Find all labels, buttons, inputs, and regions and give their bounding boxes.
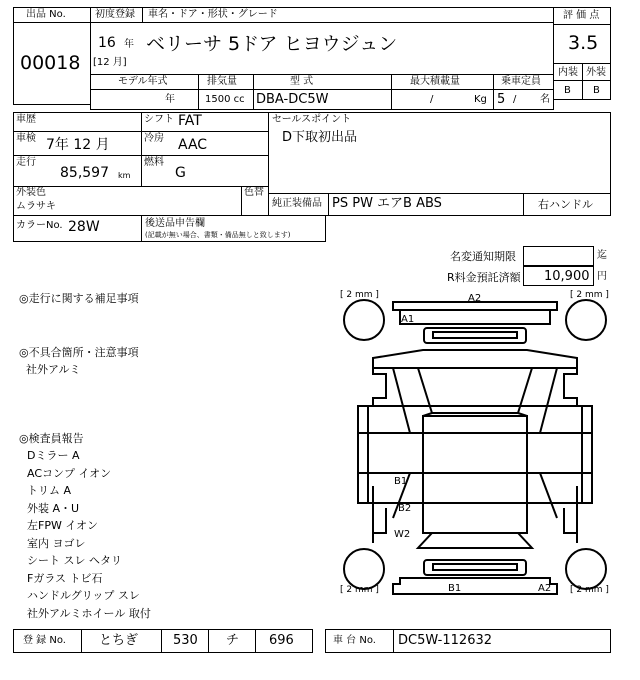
interior-label: 内装	[558, 67, 578, 78]
mileage: 85,597	[60, 165, 109, 181]
ext-color-label: 外装色	[16, 187, 46, 198]
car-name-label: 車名・ドア・形状・グレード	[148, 9, 278, 20]
fuel: G	[175, 165, 186, 181]
steering: 右ハンドル	[538, 198, 593, 211]
inspector-item: 左FPW イオン	[27, 519, 99, 532]
plate-kana: チ	[226, 633, 240, 648]
score: 3.5	[568, 32, 599, 54]
grille	[424, 328, 526, 343]
mark-b2: B2	[398, 503, 412, 514]
repaint-label: 色替	[244, 187, 264, 198]
recycle-unit: 円	[597, 271, 607, 282]
color-no: 28W	[68, 219, 100, 235]
model-year-label: モデル年式	[118, 76, 168, 87]
mileage-unit: km	[118, 171, 131, 180]
inspection: 7年 12 月	[46, 137, 110, 153]
front-right-fender	[564, 358, 577, 406]
score-label: 評 価 点	[563, 10, 600, 21]
body-outline	[358, 406, 592, 503]
displacement-label: 排気量	[207, 76, 237, 87]
chassis-label: 車 台 No.	[333, 635, 376, 646]
inspector-title: ◎検査員報告	[19, 432, 84, 445]
inspector-item: トリム A	[27, 484, 72, 497]
sales-point: D下取初出品	[282, 130, 358, 145]
max-load-label: 最大積載量	[410, 76, 460, 87]
rear-window	[418, 533, 532, 548]
inspector-item: ACコンプ イオン	[27, 466, 112, 480]
plate-region: とちぎ	[99, 633, 139, 648]
mileage-label: 走行	[16, 157, 36, 168]
wheel-fl	[344, 300, 384, 340]
front-left-fender	[373, 358, 386, 406]
inspector-item: Fガラス トビ石	[27, 571, 103, 585]
name-change-unit: 迄	[597, 250, 607, 261]
capacity-slash: /	[513, 94, 517, 105]
mark-a1-front: A1	[401, 314, 415, 325]
rear-left-fender	[373, 486, 386, 543]
model-year-unit: 年	[165, 94, 175, 105]
shift-label: シフト	[144, 114, 174, 125]
capacity: 5	[497, 92, 506, 107]
interior-grade: B	[564, 85, 571, 96]
first-reg-year-unit: 年	[124, 39, 134, 50]
chassis-no: DC5W-112632	[398, 633, 493, 648]
fuel-label: 燃料	[144, 157, 164, 168]
mark-a2-front: A2	[468, 293, 482, 304]
exterior-grade: B	[593, 85, 600, 96]
rear-bumper	[393, 578, 557, 594]
tire-depth-fr: [ 2 mm ]	[570, 290, 609, 300]
mark-a2-rear: A2	[538, 583, 552, 594]
max-load-slash: /	[430, 94, 434, 105]
max-load-unit: Kg	[474, 94, 487, 105]
ac: AAC	[178, 137, 208, 153]
ext-color: ムラサキ	[16, 201, 56, 212]
rear-right-fender	[564, 486, 577, 543]
inspector-item: 社外アルミホイール 取付	[27, 606, 151, 620]
tire-depth-rr: [ 2 mm ]	[570, 585, 609, 595]
inspector-item: Dミラー A	[27, 449, 80, 462]
history-label: 車歴	[16, 114, 36, 125]
defects-title: ◎不具合箇所・注意事項	[19, 346, 139, 359]
lot-no: 00018	[20, 52, 81, 74]
sales-point-label: セールスポイント	[272, 114, 352, 125]
inspector-item: 室内 ヨゴレ	[27, 536, 86, 550]
inspector-list	[27, 447, 151, 622]
exterior-label: 外装	[586, 67, 606, 78]
registration-label: 登 録 No.	[23, 635, 66, 646]
capacity-unit: 名	[540, 94, 550, 105]
name-change-label: 名変通知期限	[450, 250, 516, 263]
name-change-value	[523, 246, 594, 266]
model-type: DBA-DC5W	[256, 92, 329, 107]
defects-item: 社外アルミ	[26, 363, 81, 376]
front-bumper	[393, 302, 557, 324]
tire-depth-rl: [ 2 mm ]	[340, 585, 379, 595]
inspector-item: 外装 A・U	[27, 501, 80, 515]
wheel-rl	[344, 549, 384, 589]
car-damage-diagram	[338, 288, 612, 606]
displacement: 1500 cc	[205, 94, 245, 105]
ac-label: 冷房	[144, 133, 164, 144]
recycle-label: R料金預託済額	[447, 271, 521, 284]
docs-note: (記載が無い場合、書類・備品無しと致します)	[145, 231, 291, 239]
wheel-rr	[566, 549, 606, 589]
shift: FAT	[178, 113, 202, 129]
lot-no-label: 出品 No.	[26, 9, 66, 20]
first-reg-label: 初度登録	[95, 9, 135, 20]
first-reg-year: 16	[98, 35, 116, 51]
inspection-label: 車検	[16, 133, 36, 144]
first-reg-month: [12 月]	[93, 57, 127, 68]
mark-b1-body: B1	[394, 476, 408, 487]
model-type-label: 型 式	[290, 76, 314, 87]
recycle-value: 10,900	[544, 269, 590, 284]
mark-b1-rear: B1	[448, 583, 462, 594]
color-no-label: カラーNo.	[16, 220, 63, 231]
inspector-item: ハンドルグリップ スレ	[27, 589, 140, 602]
rear-panel	[424, 560, 526, 575]
inspector-item: シート スレ ヘタリ	[27, 554, 122, 567]
plate-number: 696	[269, 633, 294, 648]
equipment: PS PW エアB ABS	[332, 196, 442, 211]
car-name: ベリーサ 5ドア ヒヨウジュン	[146, 33, 398, 55]
docs-label: 後送品申告欄	[145, 218, 205, 229]
driving-notes-title: ◎走行に関する補足事項	[19, 292, 139, 305]
mark-w2: W2	[394, 529, 411, 540]
tire-depth-fl: [ 2 mm ]	[340, 290, 379, 300]
plate-class: 530	[173, 633, 198, 648]
hood	[373, 350, 577, 368]
wheel-fr	[566, 300, 606, 340]
equipment-label: 純正装備品	[272, 198, 322, 209]
capacity-label: 乗車定員	[501, 76, 541, 87]
